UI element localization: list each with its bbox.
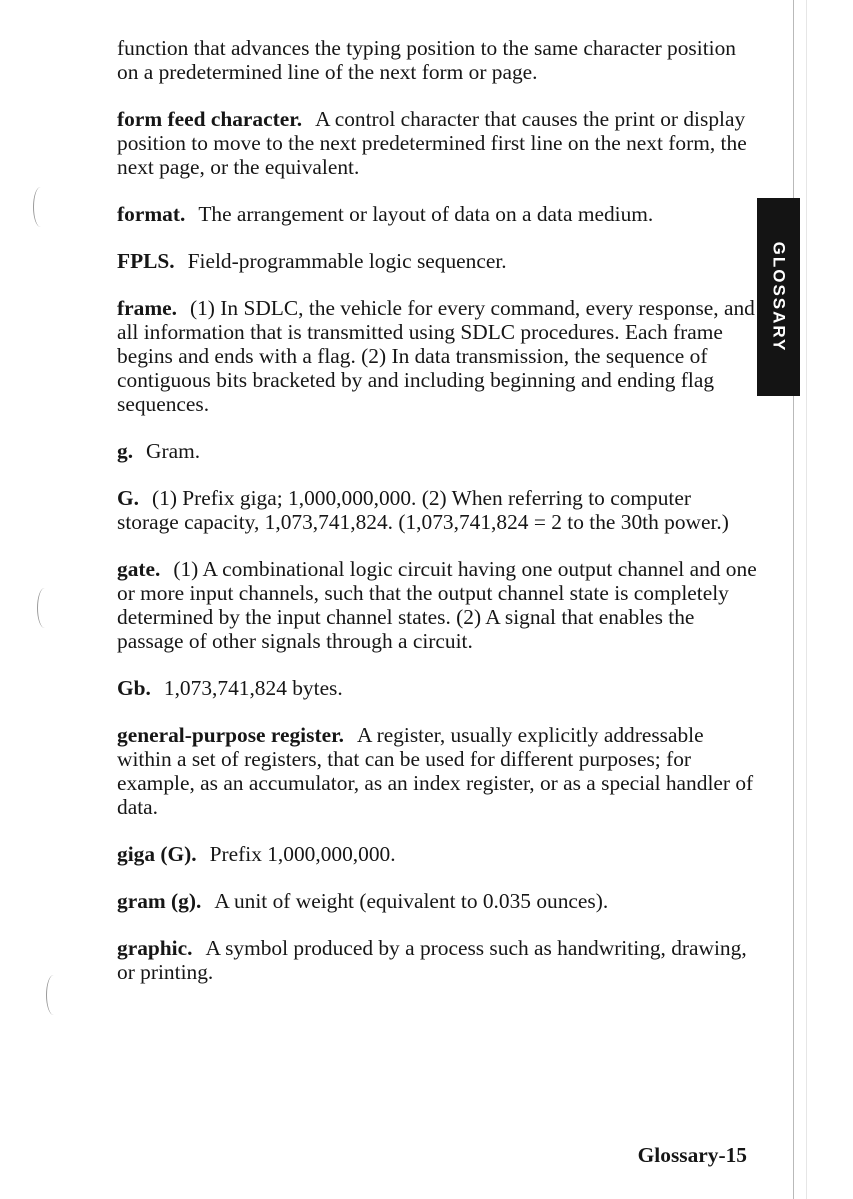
glossary-entry: [117, 557, 757, 653]
entry-term: frame.: [117, 296, 177, 320]
entry-definition: Prefix 1,000,000,000.: [209, 842, 396, 866]
glossary-entry: [117, 202, 757, 226]
entry-definition: (1) Prefix giga; 1,000,000,000. (2) When referring to computer storage capacity, 1,073,741,824. (1,073,741,824 = 2 to the 30th power.): [117, 486, 729, 534]
entry-definition: A control character that causes the print or display position to move to the next predetermined first line on the next form, the next page, or the equivalent.: [117, 107, 747, 179]
entry-definition: A symbol produced by a process such as handwriting, drawing, or printing.: [117, 936, 747, 984]
margin-mark: [46, 975, 61, 1015]
glossary-entry: [117, 936, 757, 984]
entry-definition: Field-programmable logic sequencer.: [187, 249, 507, 273]
entry-term: Gb.: [117, 676, 151, 700]
page-footer: Glossary-15: [637, 1143, 747, 1167]
entry-term: graphic.: [117, 936, 193, 960]
entry-term: G.: [117, 486, 139, 510]
section-tab-glossary: [757, 198, 800, 396]
entry-definition: 1,073,741,824 bytes.: [163, 676, 343, 700]
entry-term: FPLS.: [117, 249, 175, 273]
glossary-entry: [117, 723, 757, 819]
glossary-entries: [117, 36, 757, 1007]
glossary-entry: [117, 36, 757, 84]
glossary-entry: [117, 676, 757, 700]
entry-term: gate.: [117, 557, 161, 581]
page-edge: [793, 0, 794, 1199]
entry-definition: The arrangement or layout of data on a data medium.: [198, 202, 654, 226]
glossary-entry: [117, 107, 757, 179]
entry-definition: (1) In SDLC, the vehicle for every command, every response, and all information that is transmitted using SDLC procedures. Each frame begins and ends with a flag. (2) In data transmission, the sequence of contiguous bits bracketed by and including beginning and ending flag sequences.: [117, 296, 755, 416]
glossary-entry: [117, 889, 757, 913]
margin-mark: [33, 187, 48, 227]
entry-term: format.: [117, 202, 186, 226]
entry-term: form feed character.: [117, 107, 303, 131]
tab-label: GLOSSARY: [769, 241, 789, 353]
glossary-entry: [117, 439, 757, 463]
glossary-entry: [117, 842, 757, 866]
entry-definition: A unit of weight (equivalent to 0.035 ounces).: [214, 889, 609, 913]
entry-term: general-purpose register.: [117, 723, 344, 747]
entry-definition: A register, usually explicitly addressable within a set of registers, that can be used for different purposes; for example, as an accumulator, as an index register, or as a special handler of data.: [117, 723, 754, 819]
glossary-entry: [117, 249, 757, 273]
page-edge-shadow: [806, 0, 807, 1199]
glossary-entry: [117, 296, 757, 416]
entry-definition: function that advances the typing position to the same character position on a predetermined line of the next form or page.: [117, 36, 736, 84]
entry-definition: Gram.: [146, 439, 201, 463]
entry-term: gram (g).: [117, 889, 202, 913]
glossary-entry: [117, 486, 757, 534]
entry-term: giga (G).: [117, 842, 197, 866]
entry-term: g.: [117, 439, 134, 463]
margin-mark: [37, 588, 52, 628]
entry-definition: (1) A combinational logic circuit having one output channel and one or more input channels, such that the output channel state is completely determined by the input channel states. (2) A signal that enables the passage of other signals through a circuit.: [117, 557, 757, 653]
